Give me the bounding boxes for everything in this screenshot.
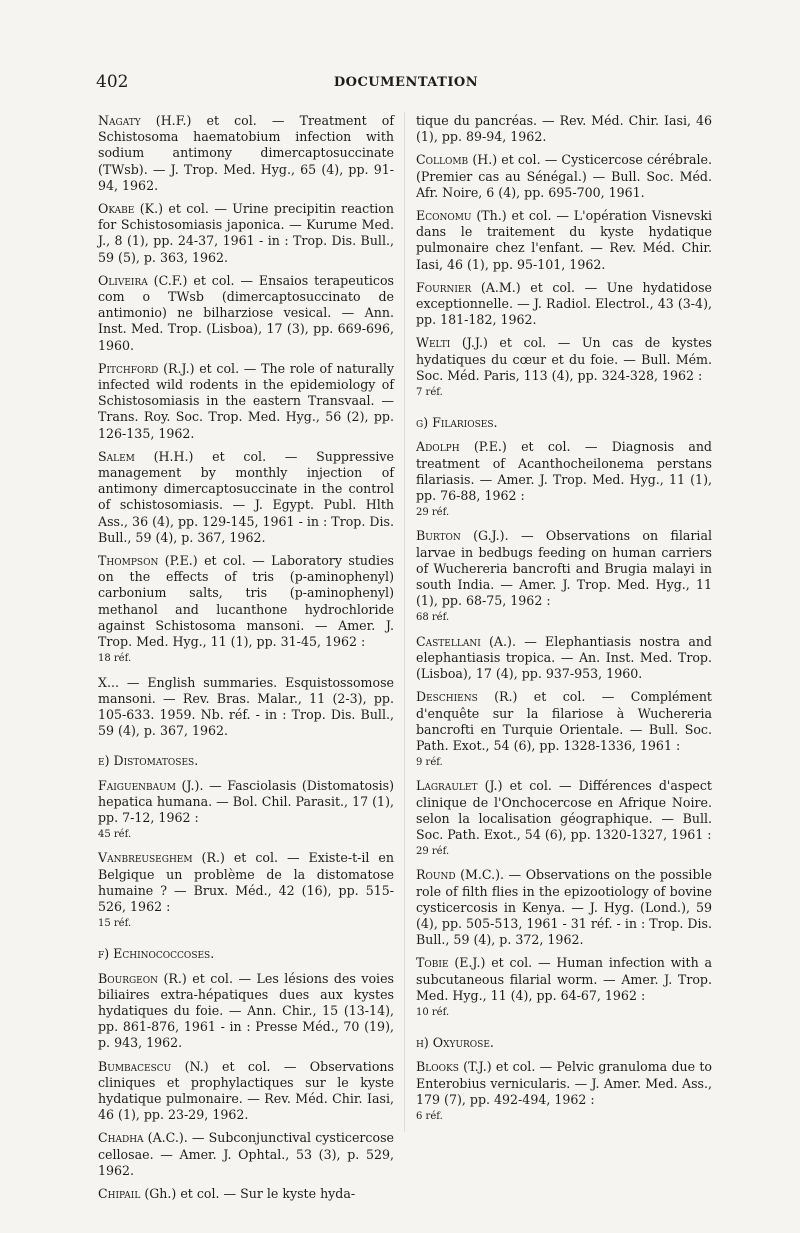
bibliography-entry	[416, 867, 712, 948]
entry-reference-count: 29 réf.	[416, 507, 450, 519]
entry-reference-count: 29 réf.	[416, 846, 450, 858]
entry-text: (P.E.) et col. — Diagnosis and treatment of Acanthocheilonema perstans filariasis. — Amer. J. Trop. Med. Hyg., 11 (1), pp. 76-88, 1962 :	[416, 439, 712, 504]
entry-author: Collomb	[416, 152, 469, 168]
entry-author: Bumbacescu	[98, 1058, 172, 1074]
entry-text: (A.C.). — Subconjunctival cysticercose cellosae. — Amer. J. Ophtal., 53 (3), p. 529, 1962.	[98, 1130, 394, 1178]
bibliography-entry	[416, 152, 712, 201]
entry-text: (P.E.) et col. — Laboratory studies on the effects of tris (p-aminophenyl) carbonium salts, tris (p-aminophenyl) methanol and lucanthone hydrochloride against Schistosoma mansoni. — Amer. J. Trop. Med. Hyg., 11 (1), pp. 31-45, 1962 :	[98, 553, 394, 650]
entry-text: — English summaries. Esquistossomose mansoni. — Rev. Bras. Malar., 11 (2-3), pp. 105-633. 1959. Nb. réf. - in : Trop. Dis. Bull., 59 (4), p. 367, 1962.	[98, 674, 394, 739]
entry-reference-count: 7 réf.	[416, 387, 443, 399]
entry-text: (K.) et col. — Urine precipitin reaction for Schistosomiasis japonica. — Kurume Med. J., 8 (1), pp. 24-37, 1961 - in : Trop. Dis. Bull., 59 (5), p. 363, 1962.	[98, 201, 394, 265]
bibliography-entry	[416, 634, 712, 683]
bibliography-entry	[98, 675, 394, 740]
entry-author: Oliveira	[98, 272, 148, 288]
entry-author: Chadha	[98, 1130, 144, 1146]
entry-text: (R.) et col. — Les lésions des voies biliaires extra-hépatiques dues aux kystes hydatiques du foie. — Ann. Chir., 15 (13-14), pp. 861-876, 1961 - in : Presse Méd., 70 (19), p. 943, 1962.	[98, 970, 394, 1051]
column-divider	[404, 112, 405, 1132]
bibliography-entry	[98, 850, 394, 932]
bibliography-entry	[416, 439, 712, 521]
entry-text: (H.H.) et col. — Suppressive management by monthly injection of antimony dimercaptosuccinate in the control of schistosomiasis. — J. Egypt. Publ. Hlth Ass., 36 (4), pp. 129-145, 1961 - in : Trop. Dis. Bull., 59 (4), p. 367, 1962.	[98, 448, 394, 545]
entry-text: (J.). — Fasciolasis (Distomatosis) hepatica humana. — Bol. Chil. Parasit., 17 (1), pp. 7-12, 1962 :	[98, 777, 394, 825]
entry-author: Welti	[416, 335, 451, 351]
running-title: DOCUMENTATION	[333, 75, 479, 90]
entry-author: Castellani	[416, 633, 481, 649]
entry-text: (A.M.) et col. — Une hydatidose exceptionnelle. — J. Radiol. Electrol., 43 (3-4), pp. 181-182, 1962.	[416, 279, 712, 328]
entry-text: (N.) et col. — Observations cliniques et prophylactiques sur le kyste hydatique pulmonaire. — Rev. Méd. Chir. Iasi, 46 (1), pp. 23-29, 1962.	[98, 1058, 394, 1123]
entry-author: Pitchford	[98, 360, 159, 376]
bibliography-entry	[416, 335, 712, 401]
entry-author: Blooks	[416, 1059, 459, 1075]
entry-text: (G.J.). — Observations on filarial larvae in bedbugs feeding on human carriers of Wuchereria bancrofti and Brugia malayi in south India. — Amer. J. Trop. Med. Hyg., 11 (1), pp. 68-75, 1962 :	[416, 528, 712, 609]
bibliography-entry	[98, 1130, 394, 1179]
entry-author: Vanbreuseghem	[98, 850, 193, 866]
entry-author: Nagaty	[98, 113, 141, 128]
bibliography-entry	[416, 280, 712, 329]
entry-text: (A.). — Elephantiasis nostra and elephantiasis tropica. — An. Inst. Med. Trop. (Lisboa), 17 (4), pp. 937-953, 1960.	[416, 633, 712, 682]
bibliography-entry	[416, 528, 712, 626]
entry-author: Tobie	[416, 955, 449, 971]
bibliography-entry	[98, 449, 394, 546]
bibliography-entry	[98, 778, 394, 844]
entry-author: Economu	[416, 208, 472, 224]
bibliography-entry	[416, 113, 712, 145]
section-heading: e) Distomatoses.	[98, 753, 199, 769]
entry-reference-count: 45 réf.	[98, 829, 132, 841]
entry-author: Salem	[98, 448, 135, 464]
entry-author: Faiguenbaum	[98, 777, 176, 793]
entry-text: (H.F.) et col. — Treatment of Schistosoma haematobium infection with sodium antimony dimercaptosuccinate (TWsb). — J. Trop. Med. Hyg., 65 (4), pp. 91-94, 1962.	[98, 113, 394, 193]
entry-text: (Th.) et col. — L'opération Visnevski dans le traitement du kyste hydatique pulmonaire chez l'enfant. — Rev. Méd. Chir. Iasi, 46 (1), pp. 95-101, 1962.	[416, 208, 712, 272]
entry-author: Fournier	[416, 279, 472, 295]
entry-author: Okabe	[98, 201, 135, 217]
entry-text: (R.) et col. — Existe-t-il en Belgique un problème de la distomatose humaine ? — Brux. Méd., 42 (16), pp. 515-526, 1962 :	[98, 850, 394, 914]
entry-reference-count: 18 réf.	[98, 653, 132, 665]
entry-author: Lagraulet	[416, 778, 478, 794]
bibliography-entry	[416, 778, 712, 860]
entry-author: Adolph	[416, 439, 460, 455]
bibliography-entry	[98, 1186, 394, 1202]
bibliography-entry	[98, 1059, 394, 1124]
entry-author: Chipail	[98, 1185, 141, 1201]
entry-reference-count: 10 réf.	[416, 1006, 450, 1018]
bibliography-entry	[98, 113, 394, 194]
entry-reference-count: 15 réf.	[98, 918, 132, 930]
entry-author: Bourgeon	[98, 970, 159, 986]
section-heading: h) Oxyurose.	[416, 1035, 494, 1051]
section-heading: f) Echinococcoses.	[98, 946, 215, 962]
entry-text: (R.) et col. — Complément d'enquête sur la filariose à Wuchereria bancrofti en Turquie Orientale. — Bull. Soc. Path. Exot., 54 (6), pp. 1328-1336, 1961 :	[416, 689, 712, 753]
entry-text: (R.J.) et col. — The role of naturally infected wild rodents in the epidemiology of Schistosomiasis in the eastern Transvaal. — Trans. Roy. Soc. Trop. Med. Hyg., 56 (2), pp. 126-135, 1962.	[98, 360, 394, 441]
entry-author: Deschiens	[416, 689, 478, 705]
left-column	[98, 113, 394, 1209]
bibliography-entry	[416, 1059, 712, 1125]
section-heading: g) Filarioses.	[416, 415, 498, 431]
bibliography-entry	[416, 689, 712, 771]
page-header	[96, 72, 716, 96]
entry-text: (H.) et col. — Cysticercose cérébrale. (Premier cas au Sénégal.) — Bull. Soc. Méd. Afr. Noire, 6 (4), pp. 695-700, 1961.	[416, 152, 712, 200]
entry-text: (E.J.) et col. — Human infection with a subcutaneous filarial worm. — Amer. J. Trop. Med. Hyg., 11 (4), pp. 64-67, 1962 :	[416, 955, 712, 1003]
entry-text: tique du pancréas. — Rev. Méd. Chir. Iasi, 46 (1), pp. 89-94, 1962.	[416, 113, 712, 145]
bibliography-entry	[98, 971, 394, 1052]
entry-author: Burton	[416, 528, 461, 544]
entry-text: (C.F.) et col. — Ensaios terapeuticos com o TWsb (dimercaptosuccinato de antimonio) ne bilharziose vesical. — Ann. Inst. Med. Trop. (Lisboa), 17 (3), pp. 669-696, 1960.	[98, 272, 394, 353]
entry-text: (M.C.). — Observations on the possible role of filth flies in the epizootiology of bovine cysticercosis in Kenya. — J. Hyg. (Lond.), 59 (4), pp. 505-513, 1961 - 31 réf. - in : Trop. Dis. Bull., 59 (4), p. 372, 1962.	[416, 867, 712, 948]
entry-text: (J.J.) et col. — Un cas de kystes hydatiques du cœur et du foie. — Bull. Mém. Soc. Méd. Paris, 113 (4), pp. 324-328, 1962 :	[416, 335, 712, 383]
entry-reference-count: 68 réf.	[416, 612, 450, 624]
bibliography-entry	[98, 361, 394, 442]
entry-text: (Gh.) et col. — Sur le kyste hyda-	[140, 1185, 356, 1201]
bibliography-entry	[98, 553, 394, 667]
bibliography-entry	[416, 955, 712, 1021]
entry-author: Thompson	[98, 553, 159, 569]
entry-author: X...	[98, 674, 119, 690]
bibliography-entry	[416, 208, 712, 273]
entry-reference-count: 6 réf.	[416, 1110, 443, 1122]
entry-text: (T.J.) et col. — Pelvic granuloma due to Enterobius vernicularis. — J. Amer. Med. Ass., 179 (7), pp. 492-494, 1962 :	[416, 1059, 712, 1107]
page-number: 402	[96, 72, 129, 92]
entry-author: Round	[416, 867, 456, 883]
entry-text: (J.) et col. — Différences d'aspect clinique de l'Onchocercose en Afrique Noire. selon la localisation géographique. — Bull. Soc. Path. Exot., 54 (6), pp. 1320-1327, 1961 :	[416, 778, 712, 842]
bibliography-entry	[98, 201, 394, 266]
right-column	[416, 113, 712, 1132]
bibliography-entry	[98, 273, 394, 354]
entry-reference-count: 9 réf.	[416, 757, 443, 769]
